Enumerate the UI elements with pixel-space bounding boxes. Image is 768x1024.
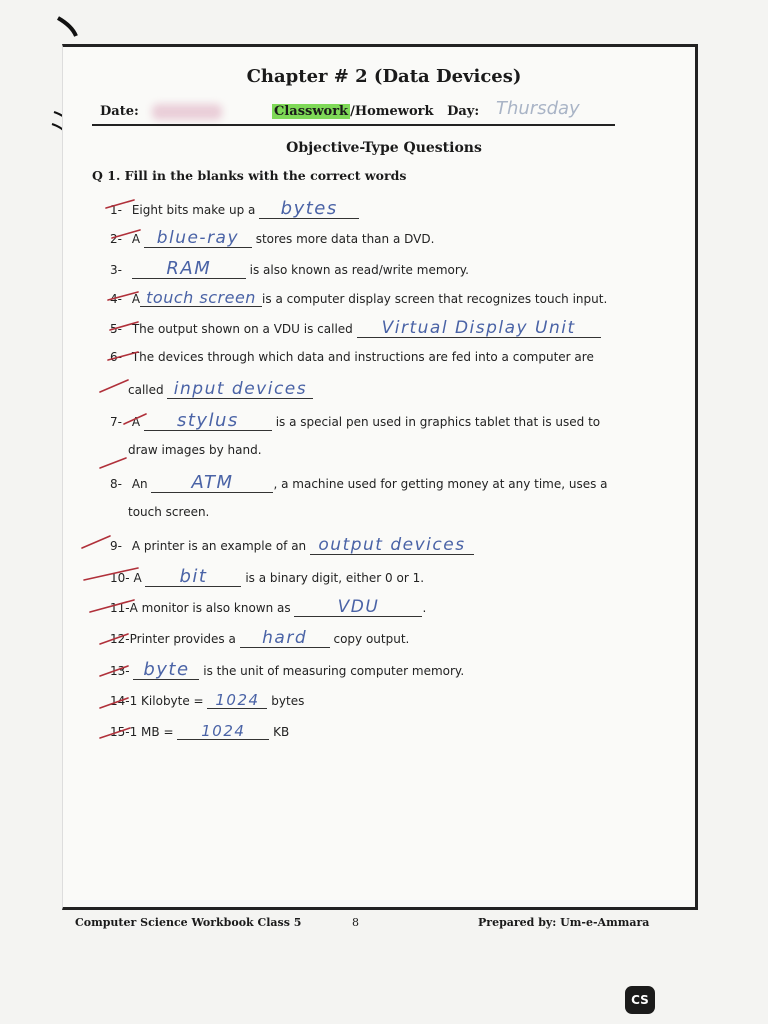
list-item: draw images by hand. xyxy=(128,443,262,457)
list-item: 11-A monitor is also known as VDU . xyxy=(110,597,427,617)
answer-blank: 1024 xyxy=(177,724,269,740)
list-item: 12-Printer provides a hard copy output. xyxy=(110,628,410,648)
section-title: Objective-Type Questions xyxy=(286,140,482,156)
answer-blank: 1024 xyxy=(207,693,267,709)
list-item: 5- The output shown on a VDU is called Virtual Display Unit xyxy=(110,320,601,338)
list-item: 8- An ATM , a machine used for getting money at any time, uses a xyxy=(110,472,608,493)
answer-blank: Virtual Display Unit xyxy=(357,320,601,338)
answer-blank: VDU xyxy=(294,599,422,617)
list-item: 15-1 MB = 1024 KB xyxy=(110,722,290,740)
answer-blank: touch screen xyxy=(140,290,262,307)
answer-blank: input devices xyxy=(167,381,313,399)
list-item: 9- A printer is an example of an output devices xyxy=(110,537,474,555)
list-item: 7- A stylus is a special pen used in graphics tablet that is used to xyxy=(110,410,601,431)
answer-blank: bytes xyxy=(259,200,359,219)
list-item: 13- byte is the unit of measuring computer memory. xyxy=(110,659,465,680)
answer-blank: ATM xyxy=(151,474,273,493)
question-heading: Q 1. Fill in the blanks with the correct words xyxy=(92,168,407,183)
list-item: 4- A touch screen is a computer display screen that recognizes touch input. xyxy=(110,288,608,307)
list-item: 10- A bit is a binary digit, either 0 or 1. xyxy=(110,566,425,587)
answer-blank: byte xyxy=(133,661,199,680)
footer-left: Computer Science Workbook Class 5 xyxy=(75,916,302,929)
answer-blank: RAM xyxy=(132,260,246,279)
list-item: 6- The devices through which data and instructions are fed into a computer are xyxy=(110,350,594,364)
list-item: 2- A blue-ray stores more data than a DVD. xyxy=(110,228,435,248)
list-item: called input devices xyxy=(128,381,313,399)
day-label: Day: xyxy=(447,104,480,119)
day-value: Thursday xyxy=(496,98,580,119)
list-item: 3- RAM is also known as read/write memory. xyxy=(110,258,469,279)
homework-label: /Homework xyxy=(350,104,434,119)
list-item: 14-1 Kilobyte = 1024 bytes xyxy=(110,691,305,709)
answer-blank: output devices xyxy=(310,537,474,555)
classwork-label: Classwork xyxy=(274,104,349,119)
answer-blank: bit xyxy=(145,568,241,587)
page-number: 8 xyxy=(352,916,359,929)
answer-blank: stylus xyxy=(144,412,272,431)
date-label: Date: xyxy=(100,104,139,119)
camscanner-logo: CS xyxy=(625,986,655,1014)
answer-blank: hard xyxy=(240,630,330,648)
page-title: Chapter # 2 (Data Devices) xyxy=(246,66,522,87)
answer-blank: blue-ray xyxy=(144,230,252,248)
footer-right: Prepared by: Um-e-Ammara xyxy=(478,916,650,929)
list-item: 1- Eight bits make up a bytes xyxy=(110,200,359,219)
list-item: touch screen. xyxy=(128,505,210,519)
